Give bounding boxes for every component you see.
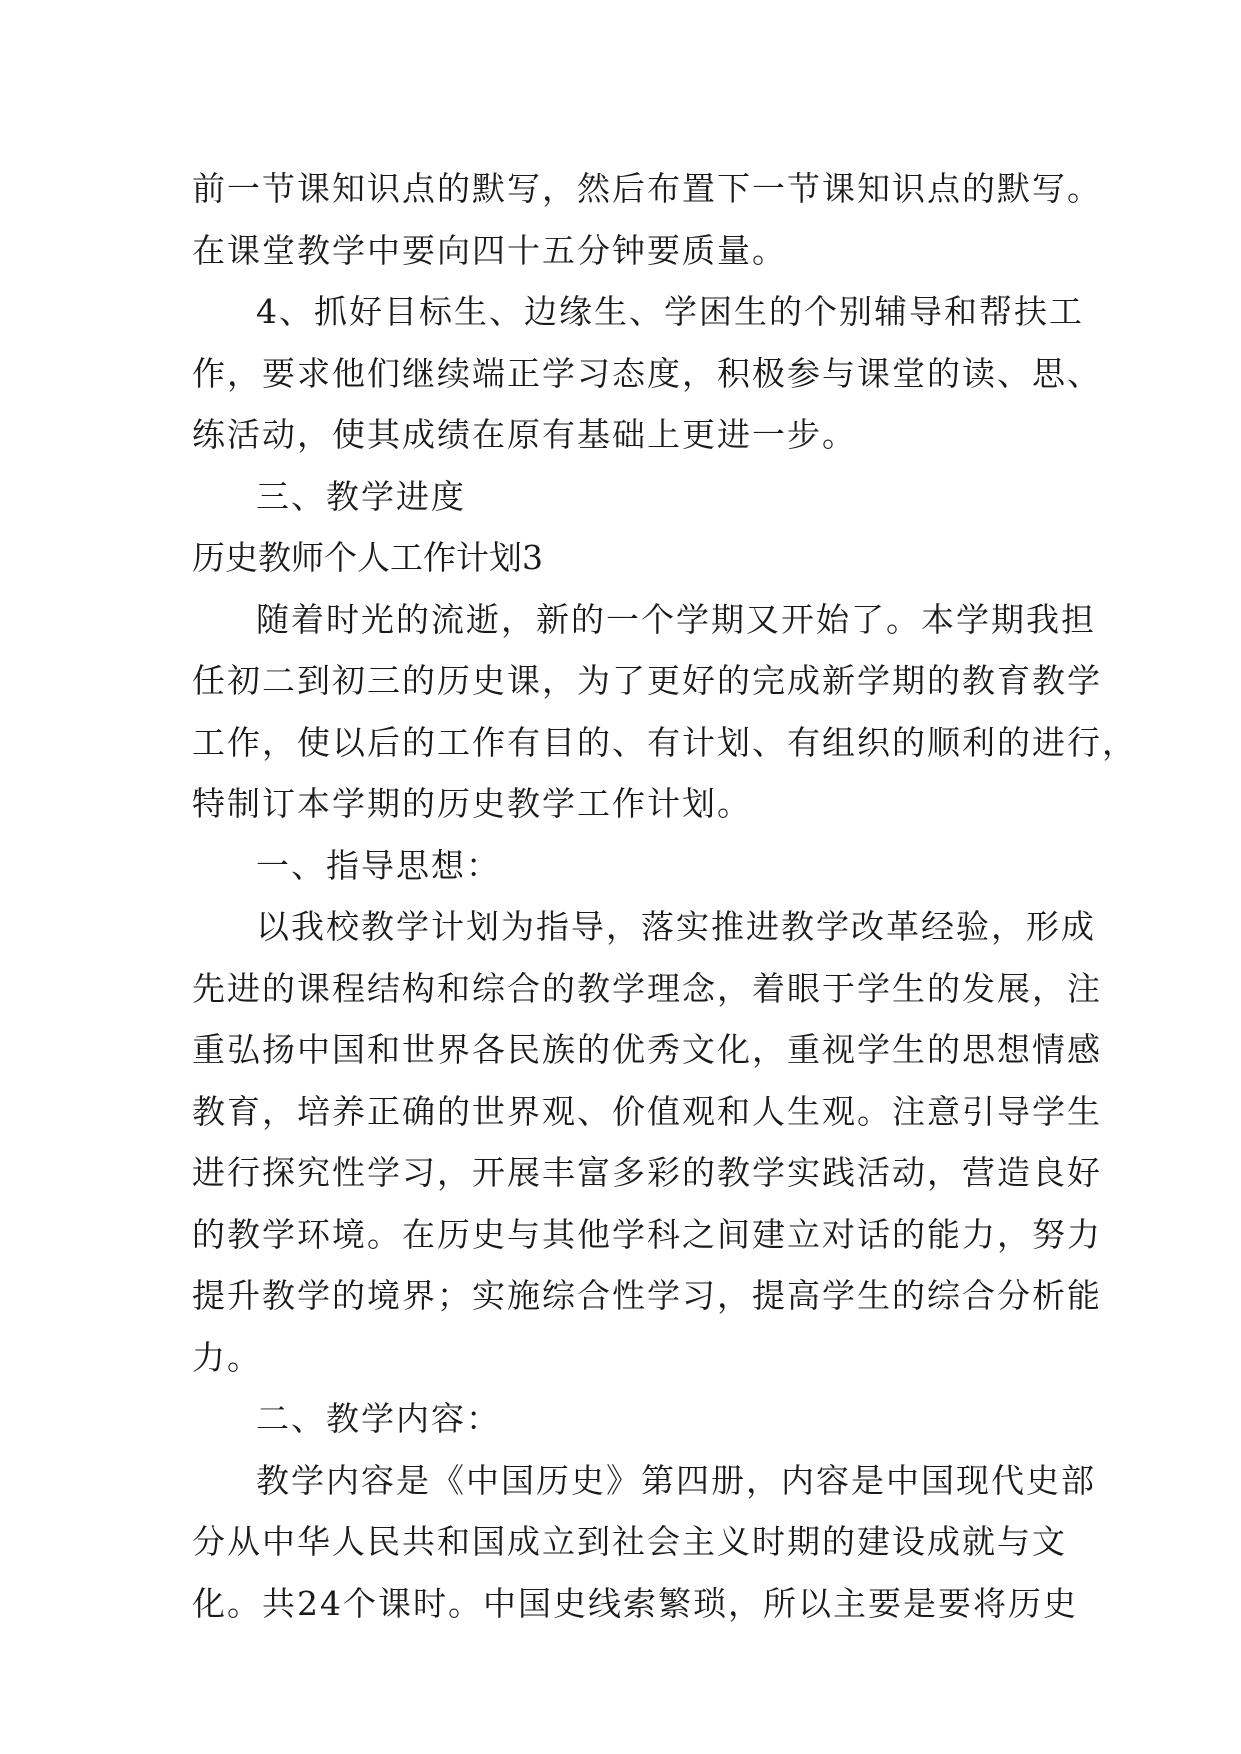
- body-line: 力。: [192, 1337, 262, 1377]
- section-heading-progress: 三、教学进度: [256, 476, 466, 516]
- body-line: 的教学环境。在历史与其他学科之间建立对话的能力，努力: [192, 1214, 1102, 1254]
- paragraph-guiding-start: 以我校教学计划为指导，落实推进教学改革经验，形成: [256, 907, 1096, 946]
- body-line: 前一节课知识点的默写，然后布置下一节课知识点的默写。: [192, 169, 1102, 208]
- body-line: 化。共24个课时。中国史线索繁琐，所以主要是要将历史: [192, 1583, 1078, 1623]
- section-heading-guiding-thought: 一、指导思想：: [256, 845, 501, 885]
- document-body: [192, 158, 1137, 1634]
- body-line: 在课堂教学中要向四十五分钟要质量。: [192, 230, 787, 270]
- body-line: 教育，培养正确的世界观、价值观和人生观。注意引导学生: [192, 1091, 1102, 1131]
- body-line: 工作，使以后的工作有目的、有计划、有组织的顺利的进行，: [192, 722, 1137, 762]
- body-line: 练活动，使其成绩在原有基础上更进一步。: [192, 415, 857, 454]
- body-line: 特制订本学期的历史教学工作计划。: [192, 784, 752, 823]
- body-line: 提升教学的境界；实施综合性学习，提高学生的综合分析能: [192, 1276, 1102, 1315]
- body-line: 任初二到初三的历史课，为了更好的完成新学期的教育教学: [192, 661, 1102, 700]
- body-line: 进行探究性学习，开展丰富多彩的教学实践活动，营造良好: [192, 1153, 1102, 1192]
- paragraph-content-start: 教学内容是《中国历史》第四册，内容是中国现代史部: [256, 1460, 1096, 1500]
- body-line: 作，要求他们继续端正学习态度，积极参与课堂的读、思、: [192, 353, 1102, 393]
- body-line: 先进的课程结构和综合的教学理念，着眼于学生的发展，注: [192, 968, 1102, 1008]
- section-heading-teaching-content: 二、教学内容：: [256, 1399, 501, 1438]
- paragraph-intro-start: 随着时光的流逝，新的一个学期又开始了。本学期我担: [256, 599, 1096, 639]
- body-line: 重弘扬中国和世界各民族的优秀文化，重视学生的思想情感: [192, 1030, 1102, 1069]
- document-title-plan-3: 历史教师个人工作计划3: [192, 538, 543, 577]
- body-line: 分从中华人民共和国成立到社会主义时期的建设成就与文: [192, 1522, 1067, 1561]
- list-item-4: 4、抓好目标生、边缘生、学困生的个别辅导和帮扶工: [256, 292, 1084, 331]
